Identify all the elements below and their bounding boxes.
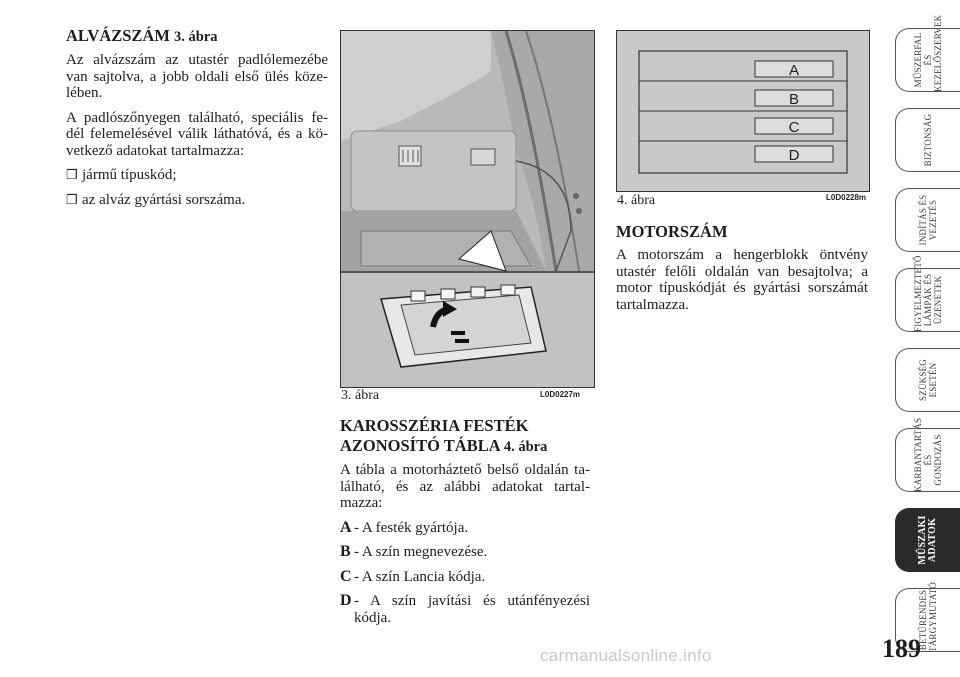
page-number: 189 (882, 634, 921, 663)
chassis-heading-figure-ref: 3. ábra (174, 29, 218, 45)
plate-label-a: A (788, 62, 800, 79)
tab-alphabetical-index[interactable]: BETŰRENDES TÁRGYMUTATÓ (895, 588, 960, 652)
plate-label-d: D (788, 147, 800, 164)
figure-4-code: L0D0228m (826, 193, 867, 202)
chassis-number-heading: ALVÁZSZÁM 3. ábra (66, 26, 218, 45)
bullet-text: az alváz gyártási sorszáma. (82, 191, 246, 208)
bullet-item (66, 167, 328, 184)
figure-4-paint-plate (616, 30, 870, 192)
paint-plate-diagram (617, 31, 869, 191)
plate-label-c: C (788, 119, 800, 136)
tab-dashboard-controls[interactable]: MŰSZERFAL ÉS KEZELŐSZERVEK (895, 28, 960, 92)
paint-plate-section (340, 416, 590, 634)
checkbox-bullet-icon: ❒ (66, 167, 78, 182)
engine-number-section (616, 222, 868, 321)
figure-3-caption: 3. ábra (341, 388, 380, 403)
car-interior-floor-illustration (341, 31, 594, 387)
chassis-number-section (66, 26, 328, 216)
figure-4-caption: 4. ábra (617, 193, 656, 208)
paint-heading-figure-ref: 4. ábra (503, 439, 548, 455)
bullet-text: jármű típuskód; (82, 167, 177, 183)
tab-warning-lights[interactable]: FIGYELMEZTETŐ LÁMPÁK ÉS ÜZENETEK (895, 268, 960, 332)
bullet-item (66, 192, 328, 209)
chassis-paragraph-1: Az alvázszám az utastér padlólemezébe van sajtolva, a jobb oldali első ülés köze-lében. (66, 52, 328, 101)
watermark-text: carmanualsonline.info (540, 646, 712, 665)
tab-technical-data[interactable]: MŰSZAKI ADATOK (895, 508, 960, 572)
engine-number-paragraph: A motorszám a hengerblokk öntvény utastér felőli oldalán van besajtolva; a motor típuskódját és gyártási sorszámát tartalmazza. (616, 247, 868, 313)
paint-item-d: D - A szín javítási és utánfényezési kódja. (340, 592, 590, 626)
tab-starting-driving[interactable]: INDÍTÁS ÉS VEZETÉS (895, 188, 960, 252)
paint-plate-heading: KAROSSZÉRIA FESTÉK AZONOSÍTÓ TÁBLA 4. ábra (340, 416, 548, 455)
chassis-paragraph-2: A padlószőnyegen található, speciális fe-dél felemelésével válik láthatóvá, és a kö-vetkező adatokat tartalmazza: (66, 109, 328, 159)
paint-item-a: A - A festék gyártója. (340, 518, 469, 536)
paint-item-b: B - A szín megnevezése. (340, 543, 488, 560)
figure-3-code: L0D0227m (540, 390, 581, 399)
tab-emergency[interactable]: SZÜKSÉG ESETÉN (895, 348, 960, 412)
tab-maintenance[interactable]: KARBANTARTÁS ÉS GONDOZÁS (895, 428, 960, 492)
paint-item-c: C - A szín Lancia kódja. (340, 567, 486, 585)
engine-number-heading: MOTORSZÁM (616, 222, 728, 241)
paint-plate-paragraph: A tábla a motorháztető belső oldalán ta-lálható, és az alábbi adatokat tartal-mazza: (340, 462, 590, 511)
checkbox-bullet-icon: ❒ (66, 191, 78, 207)
tab-safety[interactable]: BIZTONSÁG (895, 108, 960, 172)
plate-label-b: B (788, 91, 800, 108)
figure-3-illustration (340, 30, 595, 388)
